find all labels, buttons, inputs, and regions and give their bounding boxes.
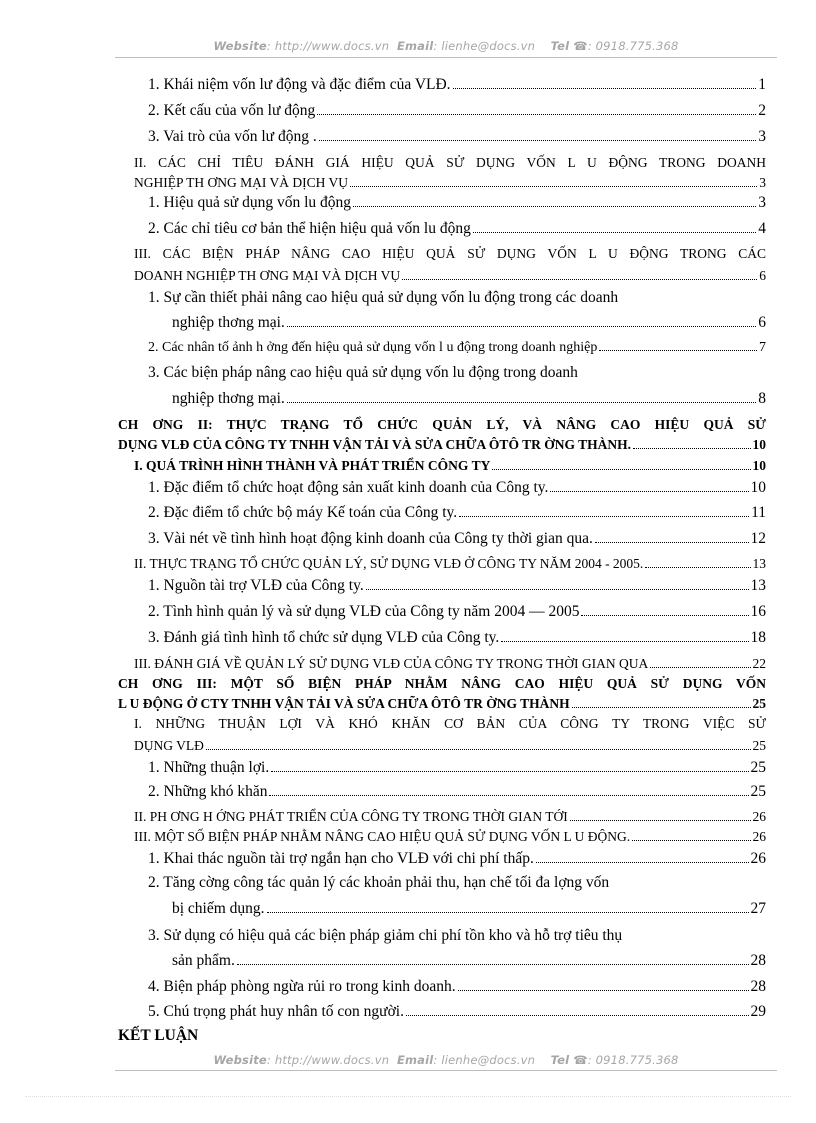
toc-entry[interactable]: II. PH ƠNG H ỚNG PHÁT TRIỂN CỦA CÔNG TY TRONG THỜI GIAN TỚI 26 bbox=[134, 809, 766, 824]
toc-entry[interactable]: bị chiếm dụng. 27 bbox=[172, 900, 766, 917]
toc-entry[interactable]: sản phẩm. 28 bbox=[172, 952, 766, 969]
header-rule bbox=[115, 57, 777, 58]
tel-value: : 0918.775.368 bbox=[587, 1053, 679, 1067]
toc-entry[interactable]: 3. Đánh giá tình hình tổ chức sử dụng VLĐ của Công ty. 18 bbox=[148, 629, 766, 646]
toc-entry[interactable]: 4. Biện pháp phòng ngừa rủi ro trong kinh doanh. 28 bbox=[148, 978, 766, 995]
toc-entry-chapter-3[interactable]: L U ĐỘNG Ở CTY TNHH VẬN TẢI VÀ SỬA CHỮA ÔTÔ TR ỜNG THÀNH 25 bbox=[118, 696, 766, 711]
toc-entry[interactable]: 1. Khái niệm vốn lư động và đặc điểm của VLĐ. 1 bbox=[148, 76, 766, 93]
email-label: Email bbox=[396, 1053, 434, 1067]
website-value[interactable]: : http://www.docs.vn bbox=[266, 1053, 390, 1067]
toc-entry[interactable]: 2. Đặc điểm tổ chức bộ máy Kế toán của Công ty. 11 bbox=[148, 504, 766, 521]
phone-icon: ☎ bbox=[573, 1053, 588, 1067]
toc-entry[interactable]: III. ĐÁNH GIÁ VỀ QUẢN LÝ SỬ DỤNG VLĐ CỦA CÔNG TY TRONG THỜI GIAN QUA 22 bbox=[134, 656, 766, 671]
toc-entry[interactable]: 1. Những thuận lợi. 25 bbox=[148, 759, 766, 776]
website-label: Website bbox=[213, 39, 267, 53]
toc-entry[interactable]: 2. Các chỉ tiêu cơ bản thể hiện hiệu quả vốn lu động 4 bbox=[148, 220, 766, 237]
email-value[interactable]: : lienhe@docs.vn bbox=[433, 39, 536, 53]
toc-entry-line1: I. NHỮNG THUẬN LỢI VÀ KHÓ KHĂN CƠ BẢN CỦA CÔNG TY TRONG VIỆC SỬ bbox=[134, 716, 766, 731]
toc-entry-line1: III. CÁC BIỆN PHÁP NÂNG CAO HIỆU QUẢ SỬ DỤNG VỐN L U ĐỘNG TRONG CÁC bbox=[134, 246, 766, 261]
tel-value: : 0918.775.368 bbox=[587, 39, 679, 53]
website-label: Website bbox=[213, 1053, 267, 1067]
toc-entry-line1: 2. Tăng cờng công tác quản lý các khoản phải thu, hạn chế tối đa lợng vốn bbox=[148, 874, 610, 891]
chapter-2-line1: CH ƠNG II: THỰC TRẠNG TỔ CHỨC QUẢN LÝ, VÀ NÂNG CAO HIỆU QUẢ SỬ bbox=[118, 417, 766, 432]
tel-label: Tel bbox=[550, 1053, 570, 1067]
toc-entry[interactable]: 2. Tình hình quản lý và sử dụng VLĐ của Công ty năm 2004 — 2005 16 bbox=[148, 603, 766, 620]
toc-entry[interactable]: 2. Những khó khăn 25 bbox=[148, 783, 766, 800]
email-label: Email bbox=[396, 39, 434, 53]
toc-entry[interactable]: 1. Nguồn tài trợ VLĐ của Công ty. 13 bbox=[148, 577, 766, 594]
phone-icon: ☎ bbox=[573, 39, 588, 53]
conclusion-heading[interactable]: KẾT LUẬN bbox=[118, 1027, 199, 1044]
toc-entry-line1: 1. Sự cần thiết phải nâng cao hiệu quả sử dụng vốn lu động trong các doanh bbox=[148, 289, 619, 306]
toc-entry-chapter-2[interactable]: DỤNG VLĐ CỦA CÔNG TY TNHH VẬN TẢI VÀ SỬA CHỮA ÔTÔ TR ỜNG THÀNH. 10 bbox=[118, 437, 766, 452]
toc-entry[interactable]: 2. Các nhân tố ảnh h ởng đến hiệu quả sử dụng vốn l u động trong doanh nghiệp 7 bbox=[148, 340, 766, 355]
toc-entry[interactable]: II. THỰC TRẠNG TỔ CHỨC QUẢN LÝ, SỬ DỤNG VLĐ Ở CÔNG TY NĂM 2004 - 2005. 13 bbox=[134, 556, 766, 571]
toc-entry[interactable]: III. MỘT SỐ BIỆN PHÁP NHẰM NÂNG CAO HIỆU QUẢ SỬ DỤNG VỐN L U ĐỘNG. 26 bbox=[134, 829, 766, 844]
toc-entry[interactable]: 5. Chú trọng phát huy nhân tố con người. 29 bbox=[148, 1003, 766, 1020]
toc-entry-line1: 3. Sử dụng có hiệu quả các biện pháp giảm chi phí tồn kho và hỗ trợ tiêu thụ bbox=[148, 927, 623, 944]
email-value[interactable]: : lienhe@docs.vn bbox=[433, 1053, 536, 1067]
tel-label: Tel bbox=[550, 39, 570, 53]
toc-entry[interactable]: I. QUÁ TRÌNH HÌNH THÀNH VÀ PHÁT TRIỂN CÔNG TY 10 bbox=[134, 458, 766, 473]
toc-entry[interactable]: NGHIỆP TH ƠNG MẠI VÀ DỊCH VỤ 3 bbox=[134, 175, 766, 190]
toc-entry-line1: II. CÁC CHỈ TIÊU ĐÁNH GIÁ HIỆU QUẢ SỬ DỤNG VỐN L U ĐỘNG TRONG DOANH bbox=[134, 155, 766, 170]
page-bottom-divider bbox=[25, 1096, 791, 1097]
toc-entry[interactable]: 1. Hiệu quả sử dụng vốn lu động 3 bbox=[148, 194, 766, 211]
chapter-3-line1: CH ƠNG III: MỘT SỐ BIỆN PHÁP NHẰM NÂNG CAO HIỆU QUẢ SỬ DỤNG VỐN bbox=[118, 676, 766, 691]
page-header bbox=[115, 39, 777, 53]
toc-entry[interactable]: 1. Khai thác nguồn tài trợ ngắn hạn cho VLĐ với chi phí thấp. 26 bbox=[148, 850, 766, 867]
toc-entry[interactable]: DỤNG VLĐ 25 bbox=[134, 738, 766, 753]
toc-entry[interactable]: 1. Đặc điểm tổ chức hoạt động sản xuất kinh doanh của Công ty. 10 bbox=[148, 479, 766, 496]
website-value[interactable]: : http://www.docs.vn bbox=[266, 39, 390, 53]
toc-entry[interactable]: 3. Vai trò của vốn lư động . 3 bbox=[148, 128, 766, 145]
toc-entry[interactable]: 3. Vài nét về tình hình hoạt động kinh doanh của Công ty thời gian qua. 12 bbox=[148, 530, 766, 547]
toc-entry[interactable]: nghiệp thơng mại. 6 bbox=[172, 314, 766, 331]
toc-entry[interactable]: nghiệp thơng mại. 8 bbox=[172, 390, 766, 407]
toc-entry[interactable]: DOANH NGHIỆP TH ƠNG MẠI VÀ DỊCH VỤ 6 bbox=[134, 268, 766, 283]
toc-entry[interactable]: 2. Kết cấu của vốn lư động 2 bbox=[148, 102, 766, 119]
page-footer bbox=[115, 1053, 777, 1067]
footer-rule bbox=[115, 1070, 777, 1071]
toc-entry-line1: 3. Các biện pháp nâng cao hiệu quả sử dụng vốn lu động trong doanh bbox=[148, 364, 578, 381]
